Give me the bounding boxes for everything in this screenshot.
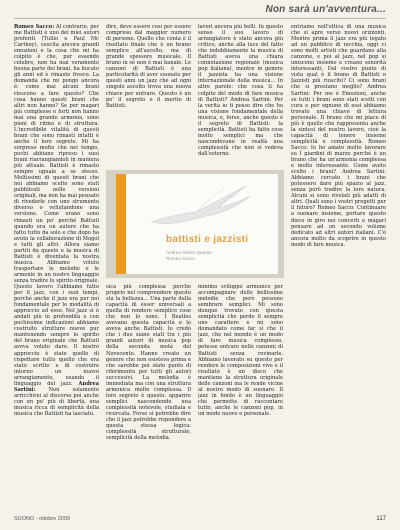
column-text: minimo sviluppo armonico per accompagnare delle bellissime melodie che però possono sembrare semplici. Mi sono dunque trovato con questa semplicità che perde il sempre uno carattere e mi sono domandato come far sì che il jazz, che nel mondo è un modo di fare musica complesso, potesse entrare nelle canzoni di Battisti senza rovinarle. Abbiamo lavorato su questo per rendere le composizioni vive e il risultato è un disco che mantiene la struttura originale delle canzoni ma le rende vicine al nostro modo di suonare. Il jazz in fondo è un linguaggio che permette di raccontare tutto, anche le canzoni pop, in un modo nuovo e personale. bbox=[198, 284, 283, 417]
column-text: Non solamente arricchirei al discorso poi anche con un po' più di libertà, una musica ricca di semplicità della musica che Battisti ha lasciato. bbox=[14, 386, 99, 417]
album-title: battisti e jazzisti bbox=[166, 234, 249, 245]
album-credit: Romeo Sacco bbox=[166, 256, 195, 261]
album-credit: Andrea Sartini Quartet bbox=[166, 250, 212, 255]
article-column-2-top bbox=[106, 24, 191, 166]
article-column-4 bbox=[291, 24, 386, 504]
column-text: dire, deve essere così per essere compreso dal maggior numero di persone. Quello che conta è il risultato finale che è un brano semplice all'ascolto, ma di grande spessore musicale. Il brano in sé non è mai banale. Le canzoni di Battisti è una particolarità di aver suonato per questi anni un jazz che ad ogni singolo ascolto trova una nuova chiave per entrare. Questo è un po' il segreto e il merito di Battisti. bbox=[106, 24, 191, 109]
article-column-3-bottom bbox=[198, 284, 283, 504]
article-column-3-top bbox=[198, 24, 283, 166]
speaker-label: Andrea Sartini: bbox=[14, 380, 99, 393]
speaker-label: Romeo Sacco: bbox=[14, 24, 55, 30]
header-rule bbox=[14, 18, 386, 19]
magazine-issue-label: SUONO - ottobre 2009 bbox=[14, 516, 70, 522]
album-cover-orange-band bbox=[116, 174, 126, 274]
album-cover-face bbox=[116, 174, 278, 274]
bird-illustration-icon bbox=[146, 182, 256, 232]
column-text: entriamo nell'ottica di una musica che si apre verso nuovi orizzonti. Mentre prima il jazz era più legato ad un pubblico di nicchia, oggi ci sono molti artisti che guardano alla canzone, e poi al jazz, nel pop si uniscono insieme e creano sonorità interessanti. Dal vostro punto di vista qual è il brano di Battisti e Jazzisti più riuscito? Ci sono brani che si prestano meglio? Andrea Sartini: Per me è Emozioni, anche se tutti i brani sono stati scelti con cura e per ognuno di essi abbiamo trovato una chiave di lettura personale. Il brano che mi piace di più è quello che rappresenta anche la sintesi del nostro lavoro, cioè la capacità di tenere insieme semplicità e complessità. Romeo Sacco: Io ho amato molto lavorare su I giardini di marzo perché è un brano che ha un'armonia complessa e molto interessante. Come avete scelto i brani? Andrea Sartini: Abbiamo cercato i brani che potessero dare più spazio al jazz, senza però tradire la loro natura. Alcuni si sono rivelati più adatti di altri. Quali sono i vostri progetti per il futuro? Romeo Sacco: Continuare a suonare insieme, portare questo disco in giro nei concerti e magari pensare ad un secondo volume dedicato ad altri autori italiani. C'è ancora molto da scoprire in questo modo di fare musica. bbox=[291, 24, 386, 248]
article-column-1 bbox=[14, 24, 99, 504]
column-text: sica più complessa perché proprio nel comprendere questo sta la bellezza... Una parte della capacità di esser universali a quella di rendere semplice cose che non lo sono. I Beatles avevano questa capacità e lo aveva anche Battisti. Io credo che i due siano stati tra i più grandi autori di musica pop della seconda metà del Novecento. Hanno creato un genere che non esisteva prima e che sarebbe poi stato punto di riferimento per tutti gli autori successivi. La melodia è immediata ma con una struttura armonica molto complessa. Il loro segreto è questo: apparire semplici nascondendo una complessità notevole, studiata e ricercata. Forse si potrebbe dire che il jazz potrebbe rispondere a questa stessa logica: complessità strutturale, semplicità della melodia. bbox=[106, 284, 191, 442]
page-header-title: Non sarà un'avventura... bbox=[265, 4, 386, 15]
column-text: lavori ancora più belli. In questo senso il suo lavoro di arrangiatore è stato ancora più critico, anche alla luce del fatto che indubbiamente la musica di Battisti aveva una chiara connotazione regionale (musica pop italiana), mentre in genere il jazzista ha una visione internazionale della musica... In altre parole: che cosa ti ha colpito del modo di fare musica di Battisti? Andrea Sartini: Per la verità io ti posso dire che ho una visione fondamentale della musica, e, forse, anche questo è il segreto di Battisti: la semplicità. Battisti ha fatto cose molto semplici ma che nascondevano in realtà una complessità che non si vedeva dall'esterno. bbox=[198, 24, 283, 157]
column-text: Al contrario, per me Battisti è uno dei miei autori preferiti (Tullio e Paul Mc Cartney), suscita ancora grandi emozioni e la cosa che mi ha colpito è che, pur essendo celebre, non ha mai veramente buona parte dei brani, ha bucato gli anni ed è rimasto fresco. La domanda che mi pongo ancora è: come mai alcuni brani riescono a fare questo? Che cosa hanno questi brani che altri non hanno? Se per magari più complesse e forti non hanno mai una grande armonia, sono pieni di ritmo e di struttura. L'incredibile vitalità di questi brani che sono rimasti intatti è anche il loro segreto. Mi ha sorpreso molto che nel tempo, pochi abbiano ripreso i suoi brani riarrangiandoli in maniera più attuale. Battisti è rimasto sempre uguale a se stesso. Moltissimi di questi brani che noi abbiamo scelto sono stati pubblicati nelle versioni originali, ma non ha mai pensato di rivederle con uno strumento diverso o vellutandone una versione. Come erano sono rimasti un po' perché Battisti quando era un autore che ha fatto tutto da solo e che dopo ha avuto la collaborazione di Mogol e tutti gli altri. Allora siamo partiti da questo e la musica di Battisti è diventata la nostra musica. Abbiamo voluto trasportare le melodie e le armonie in un nostro linguaggio senza tradire lo spirito originale. Questo lavoro l'abbiamo fatto per il jazz, con i suoi tempi, perché anche il jazz era per noi fondamentale per le modalità di approccio ad esso. Nel jazz si è andati più in profondità e con pochissime indicazioni abbiamo costruito strutture nuove pur mantenendo sempre lo spirito del brano originale che Battisti aveva voluto dare. Il nostro approccio è stato quello di rispettare tutto quello che era stato scritto e di costruire intorno un nuovo arrangiamento, usando il linguaggio del jazz. bbox=[14, 24, 99, 387]
album-cover-image bbox=[106, 170, 284, 278]
page-number: 117 bbox=[376, 516, 386, 522]
article-column-2-bottom bbox=[106, 284, 191, 504]
